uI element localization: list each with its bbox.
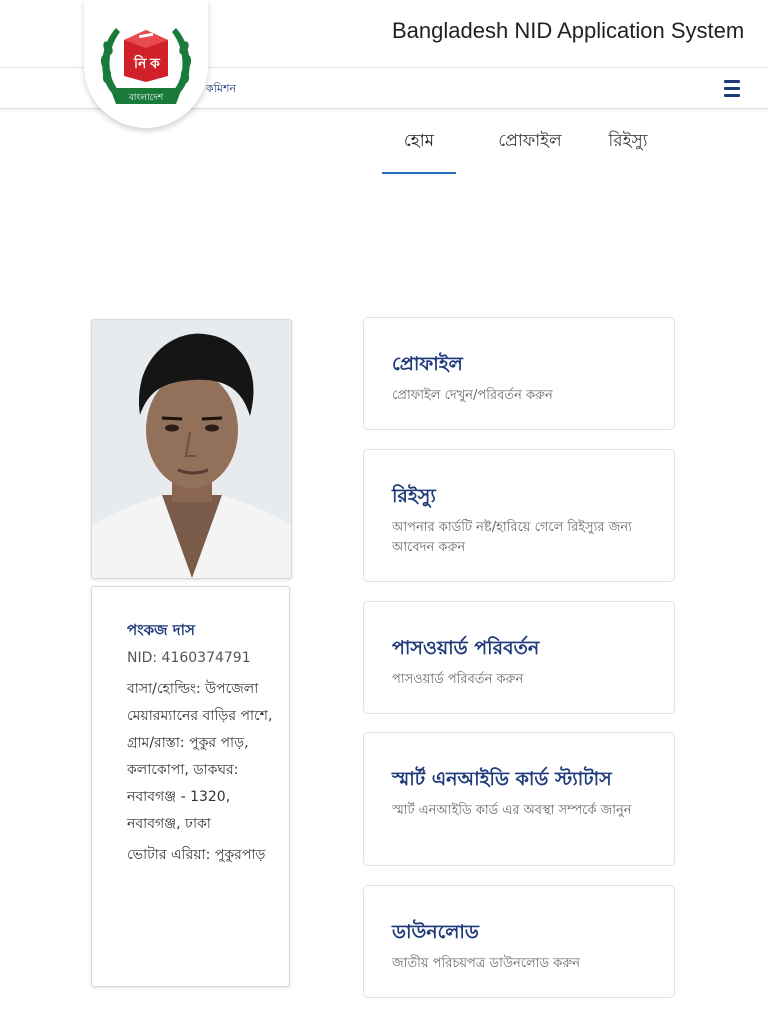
election-commission-logo[interactable] xyxy=(84,0,208,128)
action-description: জাতীয় পরিচয়পত্র ডাউনলোড করুন xyxy=(392,956,580,971)
action-card-reissue[interactable] xyxy=(363,449,675,582)
person-name: পংকজ দাস xyxy=(127,621,195,639)
tab-reissue[interactable]: রিইস্যু xyxy=(608,131,648,151)
profile-photo xyxy=(91,319,292,579)
logo-emblem-icon xyxy=(84,0,208,128)
action-description: স্মার্ট এনআইডি কার্ড এর অবস্থা সম্পর্কে জানুন xyxy=(392,803,632,818)
action-card-change-password[interactable] xyxy=(363,601,675,714)
person-photo-icon xyxy=(92,320,291,578)
tab-home[interactable]: হোম xyxy=(382,128,456,174)
action-card-download[interactable] xyxy=(363,885,675,998)
action-title: পাসওয়ার্ড পরিবর্তন xyxy=(392,637,540,659)
hamburger-icon xyxy=(724,80,740,83)
action-card-smart-nid-status[interactable] xyxy=(363,732,675,866)
svg-text:নি: নি xyxy=(134,56,147,72)
action-title: ডাউনলোড xyxy=(392,921,479,943)
tab-profile[interactable]: প্রোফাইল xyxy=(498,131,562,151)
action-title: রিইস্যু xyxy=(392,485,436,507)
nid-number: NID: 4160374791 xyxy=(127,650,251,666)
action-title: স্মার্ট এনআইডি কার্ড স্ট্যাটাস xyxy=(392,768,612,790)
action-description: পাসওয়ার্ড পরিবর্তন করুন xyxy=(392,672,524,687)
action-description: আপনার কার্ডটি নষ্ট/হারিয়ে গেলে রিইস্যুর জন্য আবেদন করুন xyxy=(392,520,632,555)
action-title: প্রোফাইল xyxy=(392,353,463,375)
svg-text:বাংলাদেশ: বাংলাদেশ xyxy=(128,93,164,103)
action-card-profile[interactable] xyxy=(363,317,675,430)
svg-text:ক: ক xyxy=(150,56,160,72)
address-text: বাসা/হোল্ডিং: উপজেলা মেয়ারম্যানের বাড়ির পাশে, গ্রাম/রাস্তা: পুকুর পাড়, কলাকোপা, ডাকঘর: নবাবগঞ্জ - 1320, নবাবগঞ্জ, ঢাকা xyxy=(127,681,273,832)
hamburger-menu-button[interactable] xyxy=(718,76,746,100)
org-name-fragment: কমিশন xyxy=(206,82,237,95)
app-title: Bangladesh NID Application System xyxy=(392,18,745,43)
voter-area: ভোটার এরিয়া: পুকুরপাড় xyxy=(127,847,266,863)
action-description: প্রোফাইল দেখুন/পরিবর্তন করুন xyxy=(392,388,553,403)
profile-info-card xyxy=(91,586,290,987)
